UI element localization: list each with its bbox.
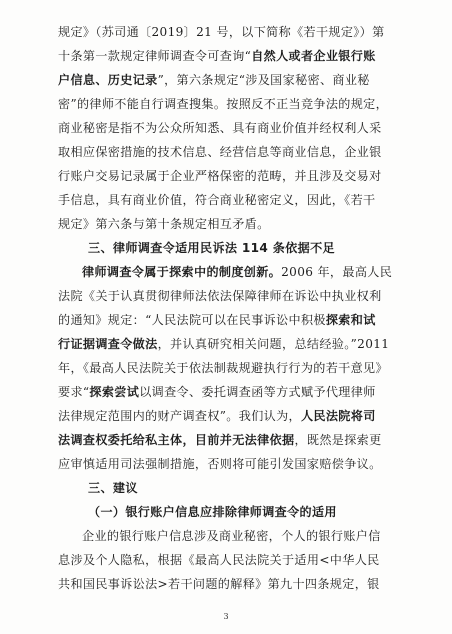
text-line xyxy=(58,24,385,40)
section-heading xyxy=(88,240,335,256)
text-run: 规定》第六条与第十条规定相互矛盾。 xyxy=(58,217,270,231)
text-run: 商业秘密是指不为公众所知悉、具有商业价值并经权利人采 xyxy=(58,121,382,135)
text-run: ，既然是探索更 xyxy=(294,433,382,447)
text-run: 手信息，具有商业价值，符合商业秘密定义，因此，《若干 xyxy=(58,193,376,207)
text-line xyxy=(58,360,388,376)
text-line xyxy=(82,264,392,280)
bold-text: 三、建议 xyxy=(88,481,138,495)
text-line xyxy=(58,72,370,88)
text-run: 共和国民事诉讼法>若干问题的解释》第九十四条规定，银 xyxy=(58,577,380,591)
text-run: 行账户交易记录属于企业严格保密的范畴，并且涉及交易对 xyxy=(58,169,382,183)
text-line xyxy=(58,384,376,400)
bold-text: 人民法院将司 xyxy=(300,409,376,423)
text-run: ，并认真研究相关问题，总结经验。”2011 xyxy=(157,337,390,351)
text-line xyxy=(82,528,381,544)
text-line xyxy=(58,192,376,208)
bold-text: 探索和试 xyxy=(325,313,376,327)
text-line xyxy=(58,552,380,568)
text-line xyxy=(58,288,382,304)
text-run: 息涉及个人隐私，根据《最高人民法院关于适用<中华人民 xyxy=(58,553,380,567)
text-line xyxy=(58,120,382,136)
section-heading xyxy=(88,480,138,496)
text-line xyxy=(58,48,376,64)
text-run: 规定》（苏司通〔2019〕21 号，以下简称《若干规定》）第 xyxy=(58,25,385,39)
text-line xyxy=(58,576,380,592)
subsection-heading xyxy=(88,504,337,520)
text-run: 2006 年，最高人民 xyxy=(281,265,393,279)
text-run: 的通知》规定：“人民法院可以在民事诉讼中积极 xyxy=(58,313,326,327)
text-run: 企业的银行账户信息涉及商业秘密，个人的银行账户信 xyxy=(82,529,381,543)
text-run: 年，《最高人民法院关于依法制裁规避执行行为的若干意见》 xyxy=(58,361,388,375)
bold-text: 户信息、历史记录 xyxy=(58,73,158,87)
text-line xyxy=(58,144,382,160)
page-number: 3 xyxy=(223,612,229,621)
text-run: 要求“ xyxy=(58,385,90,399)
text-line xyxy=(58,408,376,424)
bold-text: （一）银行账户信息应排除律师调查令的适用 xyxy=(88,505,337,519)
bold-text: 行证据调查令做法 xyxy=(58,337,158,351)
text-line xyxy=(58,432,382,448)
bold-text: 三、律师调查令适用民诉法 114 条依据不足 xyxy=(88,241,335,255)
text-line xyxy=(58,312,376,328)
text-line xyxy=(58,168,382,184)
text-run: 十条第一款规定律师调查令可查询“ xyxy=(58,49,252,63)
text-run: 密”的律师不能自行调查搜集。按照反不正当竞争法的规定， xyxy=(58,97,389,111)
text-run: 以调查令、委托调查函等方式赋予代理律师 xyxy=(139,385,376,399)
text-line xyxy=(58,96,388,112)
bold-text: 探索尝试 xyxy=(89,385,140,399)
text-line xyxy=(58,216,270,232)
text-run: ”，第六条规定“涉及国家秘密、商业秘 xyxy=(157,73,370,87)
text-run: 法院《关于认真贯彻律师法依法保障律师在诉讼中执业权利 xyxy=(58,289,382,303)
text-line xyxy=(58,336,389,352)
bold-text: 律师调查令属于探索中的制度创新。 xyxy=(82,265,282,279)
text-run: 取相应保密措施的技术信息、经营信息等商业信息，企业银 xyxy=(58,145,382,159)
text-run: 法律规定范围内的财产调查权”。我们认为， xyxy=(58,409,301,423)
bold-text: 法调查权委托给私主体，目前并无法律依据 xyxy=(58,433,295,447)
text-line xyxy=(58,456,382,472)
text-run: 应审慎适用司法强制措施，否则将可能引发国家赔偿争议。 xyxy=(58,457,382,471)
bold-text: 自然人或者企业银行账 xyxy=(251,49,376,63)
